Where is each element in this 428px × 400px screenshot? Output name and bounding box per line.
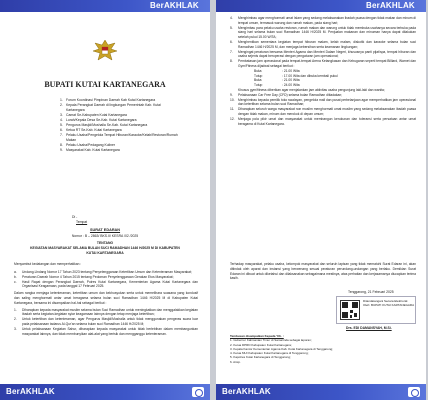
list-item: 6. Ketua RT Se-Kab. Kutai Kartanegara [60, 128, 122, 132]
list-item: 11. Diharapkan seluruh warga masyarakat non muslim menghormati umat muslim yang sedang melaksanakan ibadah puasa dengan tidak makan, minum dan merokok di depan umum; [230, 107, 416, 116]
list-item: 10. Menghimbau kepada pemilik toko swalayan, pengelola mall dan pusat perbelanjaan agar memperhatikan jam operasional dan ketertiban selama bulan suci Ramadhan; [230, 97, 416, 107]
footer-logo-icon [192, 387, 204, 397]
schedule-note: Khusus gym/fitness diberikan agar menjalankan jam aktivitas usaha pengunjung laki-laki dan wanita; [238, 87, 385, 92]
list-item: 5. Pengurus Masjid/Mushalla Se-Kab. Kutai Kartanegara [60, 123, 148, 127]
provisions-list [230, 16, 416, 126]
header-band [216, 0, 426, 12]
signature-caption: Ditandatangani Secara Elektronik Oleh: BUPATI KUTAI KARTANEGARA [363, 299, 415, 307]
list-item: a. Undang-Undang Nomor 17 Tahun 2023 tentang Penyelenggaraan Ketertiban Umum dan Ketenteraman Masyarakat; [14, 270, 192, 274]
list-item: 4. Menghimbau agar menghormati umat Islam yang sedang melaksanakan ibadah puasa dengan tidak makan dan minum di tempat umum, termasuk warung dan rumah makan, pada siang hari; [230, 16, 416, 25]
list-item: 12. Menjaga pola pikir umat dan masyarakat untuk membangun kerukunan dan toleransi serta persatuan antar umat beragama di Kutai Kartanegara. [230, 116, 416, 126]
list-item: 1. Gubernur Kalimantan Timur di Samarinda sebagai laporan; [230, 338, 312, 343]
address-tempat: Tempat [76, 220, 88, 224]
letter-tentang: TENTANG [96, 241, 114, 245]
letter-number: Nomor : B – 2863/ BKS.II/ KESRA /02 /2025 [71, 234, 139, 238]
footer-logo-icon [408, 387, 420, 397]
address-di: Di - [72, 215, 78, 219]
list-item: 2. Ketua DPRD Kabupaten Kutai Kartanegara; [230, 342, 292, 347]
list-item: 3. Kepala Kantor Kementerian Agama Kab. Kutai Kartanegara di Tenggarong; [230, 346, 334, 351]
list-item: 4. Ketua MUI Kabupaten Kutai Kartanegara di Tenggarong; [230, 351, 309, 356]
list-item: b. Peraturan Daerah Nomor 4 Tahun 2015 tentang Pedoman Penyelenggaraan Gerakan Etos Masyarakat; [14, 274, 174, 279]
considerations-list [14, 270, 198, 336]
schedule-table [254, 69, 416, 88]
letter-type: SURAT EDARAN [89, 228, 121, 232]
letter-date: Tenggarong, 21 Februari 2025 [348, 290, 394, 294]
brand-logo: BerAKHLAK [150, 1, 199, 10]
list-item: 7. Pelaku Usaha/Pengelola Tempat Hiburan/Karaoke/Kelab/Restoran/Rumah Makan [60, 133, 178, 142]
list-item: 3. Untuk pelaksanaan Kegiatan Sahur, diharapkan kepada masyarakat untuk tidak berlebihan dalam membangunkan masyarakat lainnya, dan tidak membunyikan alat-alat yang berisik dan mengganggu ketenteraman. [14, 326, 198, 336]
list-item: 6. Menghentikan sementara kegiatan tempat hiburan malam, kelab malam, diskotik dan karaoke selama bulan suci Ramadhan 1446 H/2025 M, dan menjaga kebersihan serta keamanan lingkungan; [230, 39, 416, 49]
list-item: 9. Masyarakat Kab. Kutai Kartanegara [60, 148, 120, 152]
footer-band [0, 384, 210, 400]
closing-paragraph: Terhadap masyarakat, pelaku usaha, kelompok masyarakat dan seluruh lapisan yang tidak mematuhi Surat Edaran ini, akan ditindak oleh aparat dan instansi yang berwenang sesuai peraturan perundang-undangan yang berlaku. Demikian Surat Edaran ini dibuat untuk diketahui dan dilaksanakan sebagaimana mestinya, atas perhatian dan kerjasamanya diucapkan terima kasih. [230, 262, 416, 281]
list-item: 7. Mengingat peraturan bersama Menteri Agama dan Menteri Dalam Negeri, khususnya panti pijat/spa, tempat hiburan dan usaha sejenis dapat beroperasi dengan pengaturan jam operasional; [230, 49, 416, 59]
list-item: 3. Camat Se-Kabupaten Kutai Kartanegara [60, 113, 127, 117]
list-item: 8. Pembatasan jam operasional pada tempat-tempat Arena Ketangkasan dan Kebugaran seperti tempat Billiard, Warnet dan Gym/Fitness dijadwal sebagai berikut : [230, 59, 416, 68]
list-item: 6. Arsip. [230, 359, 241, 364]
list-item: 1. Forum Koordinasi Pimpinan Daerah Kab Kutai Kartanegara [60, 98, 156, 102]
garuda-emblem-icon [91, 36, 119, 64]
intro-text: Menyambut kedatangan dan memperhatikan : [14, 262, 82, 266]
schedule-row: Buka : 21.00 Wita [254, 68, 300, 73]
list-item: 2. Kepala Perangkat Daerah di lingkungan Pemerintah Kab. Kutai Kartanegara [60, 103, 161, 112]
list-item: 4. Lurah/Kepala Desa Se-Kab. Kutai Kartanegara [60, 118, 137, 122]
list-item: 1. Diharapkan kepada masyarakat muslim selama bulan Suci Ramadhan untuk meningkatkan dan menggalakkan kegiatan ibadah serta kegiatan-kegiatan syiar keagamaan lainnya dengan tetap menjaga ketertiban; [14, 307, 198, 317]
schedule-row: Tutup : 17.00 Wita dan dibuka kembali pukul [254, 73, 338, 78]
list-item: 2. Untuk ketertiban dan ketenteraman, agar Pengurus Masjid/Mushalla untuk tidak menggunakan pengeras suara luar pada pelaksanaan tadarus Al-Qur'an selama bulan suci Ramadhan 1446 H/2025 M; [14, 317, 198, 326]
schedule-row: Tutup : 24.00 Wita [254, 83, 300, 88]
header-band [0, 0, 210, 12]
footer-band [216, 384, 426, 400]
document-page-2 [216, 0, 426, 400]
list-item: 5. Kapolres Kutai Kartanegara di Tenggarong; [230, 355, 291, 360]
list-item: c. Hasil Rapat dengan Perangkat Daerah, Polres Kutai Kartanegara, Kementerian Agama Kutai Kartanegara dan Organisasi Keagamaan, pada tanggal 17 Februari 2025. [14, 279, 198, 289]
letterhead-title: BUPATI KUTAI KARTANEGARA [44, 80, 166, 89]
cc-list [230, 334, 416, 364]
list-item: 8. Pelaku Usaha/Pedagang Kuliner [60, 143, 116, 147]
list-item: 9. Pelaksanaan Car Free Day (CFD) selama bulan Ramadhan ditiadakan; [230, 92, 343, 97]
document-page-1 [0, 0, 210, 400]
recipient-list [60, 98, 180, 153]
body-paragraph: Dalam rangka menjaga ketenteraman, ketertiban umum dan kekhusyukan serta untuk memelihara suasana yang kondusif dan saling menghormati antar umat beragama selama bulan suci Ramadhan 1446 H/2025 M di Kabupaten Kutai Kartanegara, bersama ini disampaikan hal-hal sebagai berikut : [14, 291, 198, 305]
e-signature-box [336, 296, 416, 324]
signer-name: Drs. EDI DAMANSYAH, M.Si. [346, 326, 392, 330]
list-item: 5. Mengimbau para pelaku usaha restoran, rumah makan dan warung untuk tidak membuka usahanya secara terbuka pada siang hari selama bulan suci Ramadhan 1446 H/2025 M. Penjualan makanan dan minuman hanya dapat dilakukan setelah pukul 15.00 WITA; [230, 25, 416, 40]
qr-code-icon [340, 300, 360, 320]
letter-subject: KEGIATAN MASYARAKAT SELAMA BULAN SUCI RAMADHAN 1446 H/2025 M DI KABUPATEN KUTAI KARTANEGARA [30, 246, 180, 255]
schedule-row: Buka : 21.00 Wita [254, 78, 300, 83]
footer-brand: BerAKHLAK [6, 387, 55, 396]
brand-logo: BerAKHLAK [366, 1, 415, 10]
footer-brand: BerAKHLAK [222, 387, 271, 396]
cc-heading: Tembusan disampaikan Kepada Yth. : [230, 334, 284, 338]
